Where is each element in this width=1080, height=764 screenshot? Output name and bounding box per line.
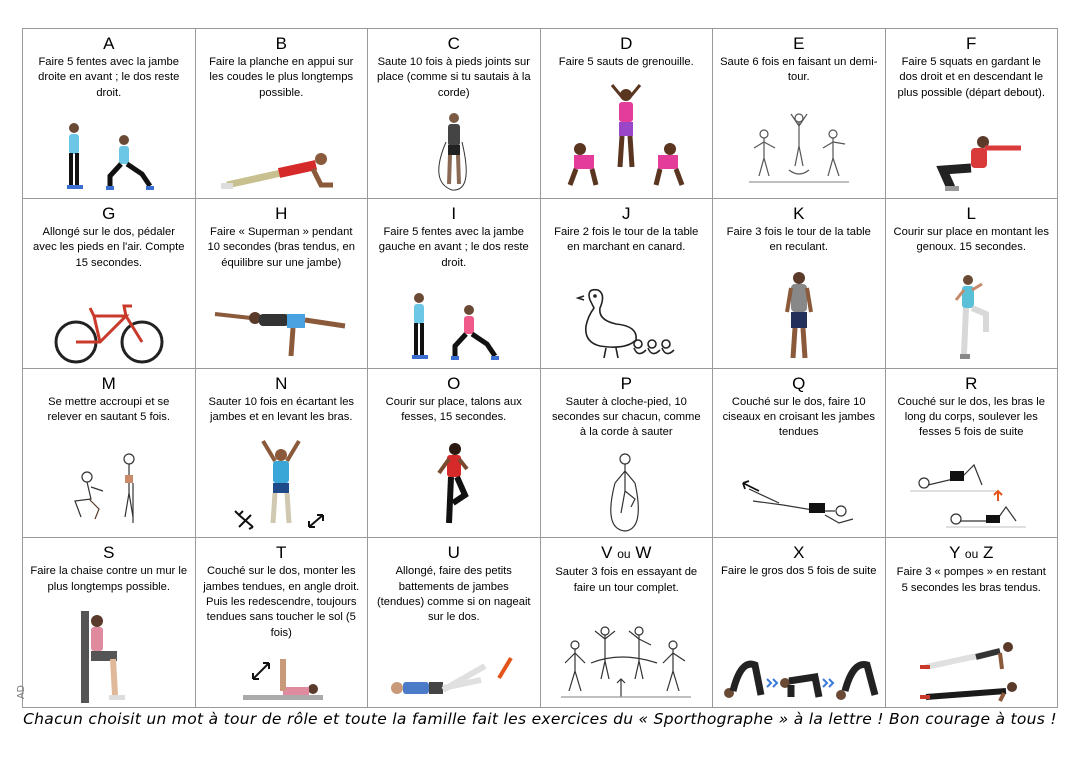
exercise-card-t	[196, 538, 369, 708]
exercise-letter: K	[793, 203, 805, 223]
exercise-letter	[541, 544, 713, 563]
exercise-letter: S	[103, 543, 115, 563]
exercise-card-s	[16, 538, 196, 708]
lunge-figures-icon	[23, 112, 195, 194]
exercise-letter: F	[966, 34, 977, 53]
exercise-description: Faire 5 fentes avec la jambe droite en avant ; le dos reste droit.	[38, 56, 180, 99]
exercise-letter: X	[793, 543, 805, 563]
exercise-description: Faire le gros dos 5 fois de suite	[721, 565, 877, 578]
exercise-letter: R	[965, 373, 978, 393]
exercise-card-d	[541, 29, 714, 199]
exercise-card-f	[886, 29, 1059, 199]
frog-jump-figures-icon	[541, 112, 713, 194]
plank-figure-icon	[196, 112, 368, 194]
exercise-letter: A	[103, 34, 115, 53]
exercise-card-g	[23, 199, 196, 369]
letter-z: Z	[982, 543, 994, 563]
flutter-kick-figure-icon	[368, 621, 540, 703]
exercise-card-a	[23, 29, 196, 199]
exercise-description: Sauter 10 fois en écartant les jambes et en levant les bras.	[208, 395, 355, 423]
watermark: AD	[16, 685, 27, 699]
exercise-letter: H	[275, 203, 288, 223]
lunge-figures-icon	[368, 282, 540, 364]
exercise-description: Couché sur le dos, faire 10 ciseaux en croisant les jambes tendues	[722, 395, 875, 439]
exercise-description: Faire 3 « pompes » en restant 5 secondes les bras tendus.	[896, 566, 1046, 594]
exercise-description: Allongé, faire des petits battements de jambes (tendues) comme si on nageait sur le dos.	[376, 565, 531, 624]
half-turn-jump-sketch-icon	[713, 112, 885, 194]
exercise-card-c	[368, 29, 541, 199]
exercise-description: Faire « Superman » pendant 10 secondes (bras tendus, en équilibre sur une jambe)	[207, 225, 355, 269]
exercise-card-m	[23, 369, 196, 539]
scissor-kick-sketch-icon	[713, 451, 885, 533]
letter-separator: ou	[617, 547, 631, 562]
exercise-description: Courir sur place en montant les genoux. 15 secondes.	[893, 225, 1049, 254]
butt-kick-figure-icon	[368, 451, 540, 533]
exercise-letter: P	[620, 373, 632, 393]
letter-w: W	[635, 543, 652, 563]
exercise-letter: G	[102, 203, 116, 223]
leg-raise-figure-icon	[196, 621, 368, 703]
exercise-card-k	[713, 199, 886, 369]
squat-figure-icon	[886, 112, 1058, 194]
cat-back-figures-icon	[713, 621, 885, 703]
exercise-letter: M	[101, 373, 116, 393]
exercise-description: Sauter à cloche-pied, 10 secondes sur chacun, comme à la corde à sauter	[551, 395, 701, 439]
exercise-description: Saute 10 fois à pieds joints sur place (comme si tu sautais à la corde)	[376, 56, 531, 99]
hop-rope-sketch-icon	[541, 451, 713, 533]
duck-family-icon	[541, 282, 713, 364]
exercise-letter: C	[447, 34, 460, 53]
exercise-card-r	[886, 369, 1059, 539]
exercise-card-i	[368, 199, 541, 369]
high-knees-figure-icon	[886, 282, 1058, 364]
exercise-description: Couché sur le dos, monter les jambes tendues, en angle droit. Puis les redescendre, toujours tendues sans toucher le sol (5 fois)	[203, 565, 360, 639]
exercise-letter	[886, 544, 1058, 563]
exercise-card-n	[196, 369, 369, 539]
letter-v: V	[601, 543, 613, 563]
exercise-description: Faire la chaise contre un mur le plus longtemps possible.	[30, 565, 188, 593]
exercise-letter: N	[275, 373, 288, 393]
footer-instructions: Chacun choisit un mot à tour de rôle et toute la famille fait les exercices du « Sporthographe » à la lettre ! Bon courage à tous !	[23, 710, 1057, 728]
full-turn-jump-sketch-icon	[541, 621, 713, 703]
superman-balance-figure-icon	[196, 282, 368, 364]
glute-bridge-figures-icon	[886, 451, 1058, 533]
bicycle-icon	[23, 282, 195, 364]
exercise-description: Faire 5 squats en gardant le dos droit et en descendant le plus possible (départ debout).	[897, 56, 1045, 99]
exercise-description: Saute 6 fois en faisant un demi-tour.	[720, 56, 878, 84]
exercise-card-e	[713, 29, 886, 199]
exercise-card-o	[368, 369, 541, 539]
exercise-card-b	[196, 29, 369, 199]
push-up-figures-icon	[886, 621, 1058, 703]
exercise-description: Sauter 3 fois en essayant de faire un tour complet.	[555, 566, 698, 594]
exercise-letter: U	[447, 543, 460, 563]
exercise-letter: D	[620, 34, 633, 53]
exercise-letter: T	[276, 543, 287, 563]
exercise-description: Allongé sur le dos, pédaler avec les pieds en l'air. Compte 15 secondes.	[33, 225, 185, 269]
walking-backwards-figure-icon	[713, 282, 885, 364]
exercise-card-u	[368, 538, 541, 708]
wall-sit-figure-icon	[23, 621, 195, 703]
exercise-letter: I	[451, 203, 457, 223]
exercise-letter: L	[966, 203, 976, 223]
exercise-description: Faire 3 fois le tour de la table en reculant.	[726, 225, 871, 254]
letter-y: Y	[949, 543, 961, 563]
exercise-card-y-z	[886, 538, 1059, 708]
jumping-jack-figure-icon	[196, 451, 368, 533]
exercise-description: Faire la planche en appui sur les coudes le plus longtemps possible.	[209, 56, 354, 99]
exercise-card-x	[713, 538, 886, 708]
jump-rope-figure-icon	[368, 112, 540, 194]
exercise-card-p	[541, 369, 714, 539]
exercise-description: Faire 5 sauts de grenouille.	[558, 56, 694, 68]
exercise-description: Couché sur le dos, les bras le long du corps, soulever les fesses 5 fois de suite	[897, 395, 1045, 439]
exercise-card-l	[886, 199, 1059, 369]
exercise-letter: J	[622, 203, 631, 223]
exercise-card-v-w	[541, 538, 714, 708]
squat-jump-sketch-icon	[23, 451, 195, 533]
exercise-letter: Q	[792, 373, 806, 393]
letter-separator: ou	[964, 547, 979, 562]
exercise-description: Faire 5 fentes avec la jambe gauche en avant ; le dos reste droit.	[378, 225, 529, 269]
exercise-description: Se mettre accroupi et se relever en sautant 5 fois.	[47, 395, 170, 423]
exercise-letter: B	[275, 34, 287, 53]
exercise-description: Faire 2 fois le tour de la table en marchant en canard.	[554, 225, 699, 254]
exercise-letter: E	[793, 34, 805, 53]
exercise-description: Courir sur place, talons aux fesses, 15 secondes.	[385, 395, 522, 423]
exercise-card-q	[713, 369, 886, 539]
exercise-grid	[16, 28, 1058, 708]
exercise-card-j	[541, 199, 714, 369]
exercise-card-h	[196, 199, 369, 369]
exercise-letter: O	[447, 373, 461, 393]
